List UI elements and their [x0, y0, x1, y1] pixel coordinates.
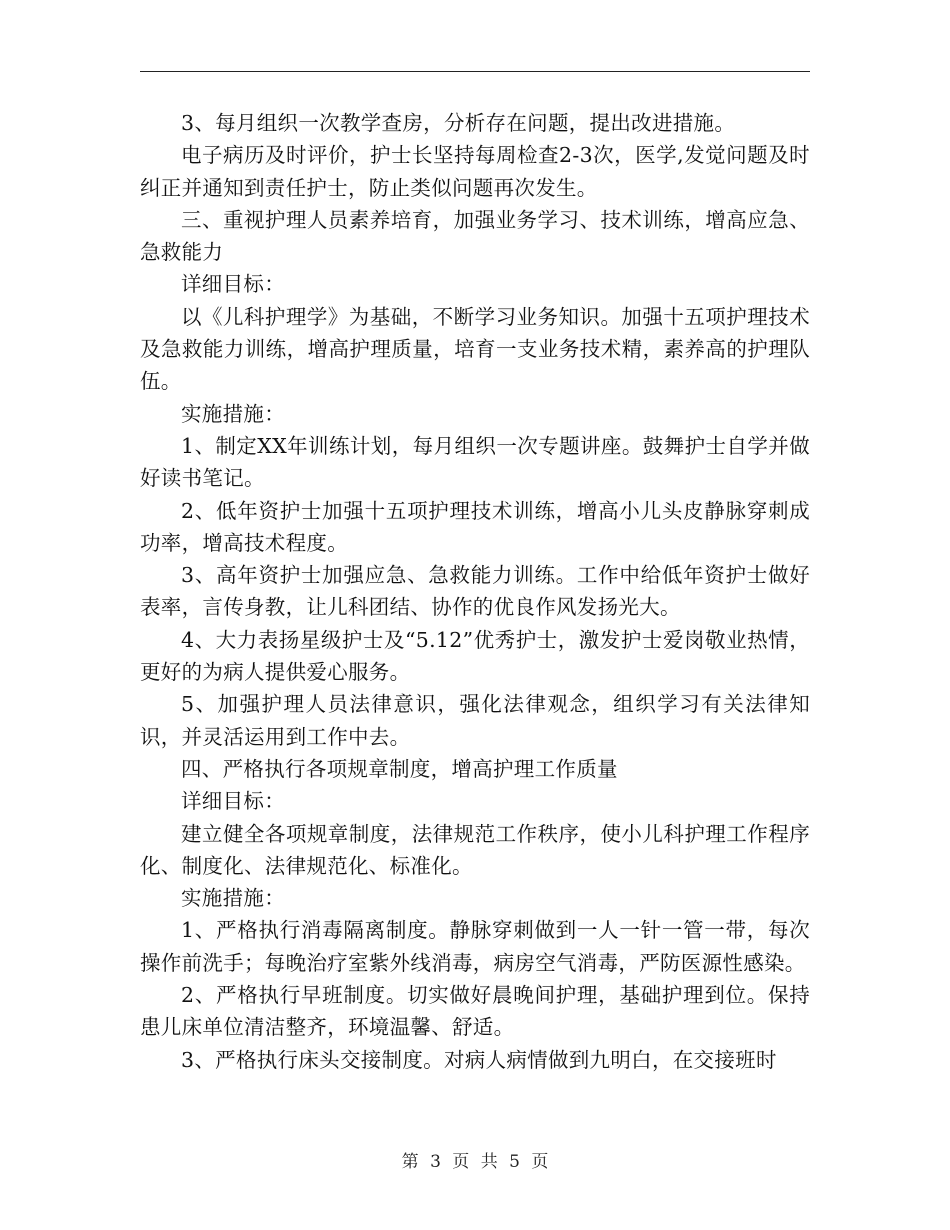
section-heading: 四、严格执行各项规章制度，增高护理工作质量: [181, 756, 618, 781]
list-item: 1、制定XX年训练计划，每月组织一次专题讲座。鼓舞护士自学并做好读书笔记。: [140, 433, 810, 491]
section-heading: 三、重视护理人员素养培育，加强业务学习、技术训练，增高应急、急救能力: [140, 207, 810, 265]
paragraph: 电子病历及时评价，护士长坚持每周检查2-3次，医学,发觉问题及时纠正并通知到责任护士，防止类似问题再次发生。: [140, 143, 810, 200]
subheading: 实施措施：: [181, 886, 285, 911]
list-item: 5、加强护理人员法律意识，强化法律观念，组织学习有关法律知识，并灵活运用到工作中去。: [140, 692, 810, 749]
list-item: 2、严格执行早班制度。切实做好晨晚间护理，基础护理到位。保持患儿床单位清洁整齐，环境温馨、舒适。: [140, 983, 810, 1040]
subheading: 详细目标：: [181, 272, 285, 297]
paragraph: 以《儿科护理学》为基础，不断学习业务知识。加强十五项护理技术及急救能力训练，增高护理质量，培育一支业务技术精，素养高的护理队伍。: [140, 304, 810, 394]
paragraph: 3、每月组织一次教学查房，分析存在问题，提出改进措施。: [181, 111, 736, 135]
page-number-footer: 第 3 页 共 5 页: [401, 1152, 549, 1172]
list-item: 3、严格执行床头交接制度。对病人病情做到九明白，在交接班时: [181, 1047, 777, 1072]
paragraph: 建立健全各项规章制度，法律规范工作秩序，使小儿科护理工作程序化、制度化、法律规范化、标准化。: [140, 821, 810, 878]
list-item: 4、大力表扬星级护士及“5.12”优秀护士，激发护士爱岗敬业热情，更好的为病人提供爱心服务。: [140, 627, 810, 685]
subheading: 详细目标：: [181, 789, 285, 814]
document-body: [140, 107, 810, 1076]
list-item: 3、高年资护士加强应急、急救能力训练。工作中给低年资护士做好表率，言传身教，让儿科团结、协作的优良作风发扬光大。: [140, 563, 810, 620]
list-item: 2、低年资护士加强十五项护理技术训练，增高小儿头皮静脉穿刺成功率，增高技术程度。: [140, 498, 810, 555]
list-item: 1、严格执行消毒隔离制度。静脉穿刺做到一人一针一管一带，每次操作前洗手；每晚治疗室紫外线消毒，病房空气消毒，严防医源性感染。: [140, 918, 810, 975]
subheading: 实施措施：: [181, 401, 285, 426]
header-rule: [140, 71, 810, 72]
